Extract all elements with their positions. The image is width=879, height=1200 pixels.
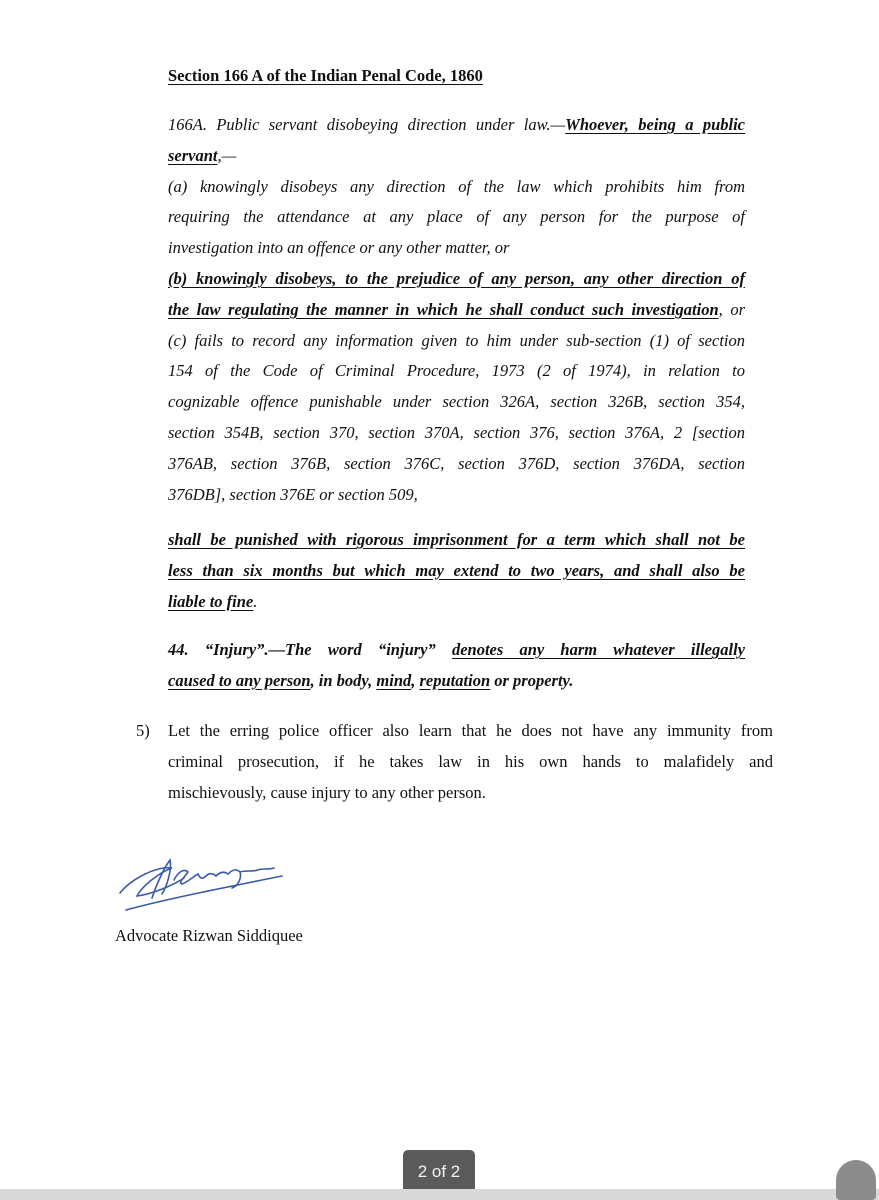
signature-stroke	[152, 860, 170, 898]
text-line: 154 of the Code of Criminal Procedure, 1973 (2 of 1974), in relation to	[168, 361, 745, 381]
text-line: the law regulating the manner in which he shall conduct such investigation, or	[168, 299, 746, 319]
signature-stroke	[120, 868, 184, 896]
text-line: 166A. Public servant disobeying direction under law.—Whoever, being a public	[168, 115, 745, 134]
text-line: requiring the attendance at any place of any person for the purpose of	[168, 207, 745, 227]
text-line: section 354B, section 370, section 370A, section 376, section 376A, 2 [section	[168, 422, 745, 442]
horizontal-scrollbar[interactable]	[0, 1189, 879, 1200]
text-line: less than six months but which may extend to two years, and shall also be	[168, 560, 745, 580]
punishment-text	[168, 525, 745, 617]
text-line: 44. “Injury”.—The word “injury” denotes any harm whatever illegally	[168, 640, 745, 659]
section-heading: Section 166 A of the Indian Penal Code, 1860	[168, 66, 483, 85]
section-166a-text	[168, 110, 745, 510]
text-line: investigation into an offence or any other matter, or	[168, 238, 510, 258]
signer-name: Advocate Rizwan Siddiquee	[115, 926, 303, 945]
signature-stroke	[174, 868, 274, 888]
text-line: (c) fails to record any information given to him under sub-section (1) of section	[168, 330, 745, 350]
text-line: liable to fine.	[168, 591, 258, 611]
text-line: shall be punished with rigorous imprisonment for a term which shall not be	[168, 530, 745, 549]
text-line: servant,—	[168, 145, 237, 165]
text-line: 376DB], section 376E or section 509,	[168, 484, 418, 504]
injury-definition	[168, 635, 745, 697]
text-line: (a) knowingly disobeys any direction of the law which prohibits him from	[168, 176, 745, 196]
text-line: Let the erring police officer also learn that he does not have any immunity from	[168, 721, 773, 740]
text-line: criminal prosecution, if he takes law in his own hands to malafidely and	[168, 751, 773, 771]
text-line: mischievously, cause injury to any other person.	[168, 782, 486, 802]
page-indicator: 2 of 2	[403, 1150, 475, 1194]
text-line: (b) knowingly disobeys, to the prejudice of any person, any other direction of	[168, 268, 745, 288]
paragraph-number: 5)	[136, 721, 150, 740]
text-line: 376AB, section 376B, section 376C, section 376D, section 376DA, section	[168, 453, 745, 473]
text-line: cognizable offence punishable under section 326A, section 326B, section 354,	[168, 392, 745, 412]
paragraph-body	[168, 716, 773, 808]
text-line: caused to any person, in body, mind, reputation or property.	[168, 670, 574, 690]
floating-action-button[interactable]	[836, 1160, 876, 1200]
signature-image	[112, 838, 297, 918]
